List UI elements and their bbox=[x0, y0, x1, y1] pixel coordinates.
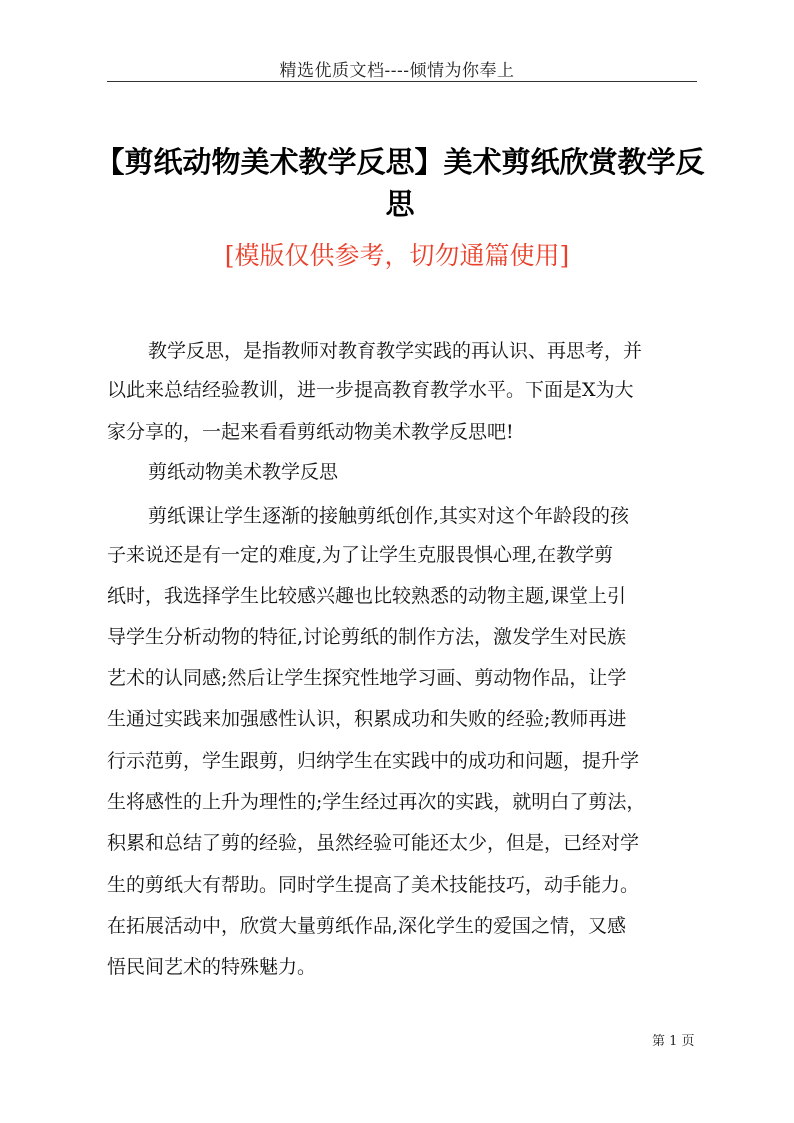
body-line: 教学反思，是指教师对教育教学实践的再认识、再思考，并 bbox=[148, 340, 643, 362]
body-line: 悟民间艺术的特殊魅力。 bbox=[107, 956, 317, 978]
document-title: 【剪纸动物美术教学反思】美术剪纸欣赏教学反思 bbox=[95, 145, 705, 221]
body-line: 艺术的认同感;然后让学生探究性地学习画、剪动物作品，让学 bbox=[107, 667, 627, 689]
body-line: 生的剪纸大有帮助。同时学生提高了美术技能技巧，动手能力。 bbox=[107, 874, 640, 896]
body-line: 以此来总结经验教训，进一步提高教育教学水平。下面是X为大 bbox=[107, 379, 634, 401]
body-line: 行示范剪，学生跟剪，归纳学生在实践中的成功和问题，提升学 bbox=[107, 750, 640, 772]
header-divider bbox=[107, 81, 697, 82]
page-header-text: 精选优质文档----倾情为你奉上 bbox=[279, 61, 515, 81]
body-line: 生将感性的上升为理性的;学生经过再次的实践，就明白了剪法， bbox=[107, 791, 646, 813]
body-line: 生通过实践来加强感性认识，积累成功和失败的经验;教师再进 bbox=[107, 708, 627, 730]
body-line: 剪纸课让学生逐渐的接触剪纸创作,其实对这个年龄段的孩 bbox=[148, 505, 630, 527]
section-heading: 剪纸动物美术教学反思 bbox=[148, 461, 339, 483]
body-line: 在拓展活动中，欣赏大量剪纸作品,深化学生的爱国之情，又感 bbox=[107, 915, 627, 937]
page-number: 第 1 页 bbox=[652, 1034, 695, 1049]
body-line: 子来说还是有一定的难度,为了让学生克服畏惧心理,在教学剪 bbox=[107, 544, 614, 566]
body-line: 导学生分析动物的特征,讨论剪纸的制作方法，激发学生对民族 bbox=[107, 626, 627, 648]
template-notice: [模版仅供参考，切勿通篇使用] bbox=[224, 241, 570, 270]
body-line: 家分享的，一起来看看剪纸动物美术教学反思吧! bbox=[107, 421, 514, 443]
body-line: 纸时，我选择学生比较感兴趣也比较熟悉的动物主题,课堂上引 bbox=[107, 585, 627, 607]
body-line: 积累和总结了剪的经验，虽然经验可能还太少，但是，已经对学 bbox=[107, 832, 640, 854]
